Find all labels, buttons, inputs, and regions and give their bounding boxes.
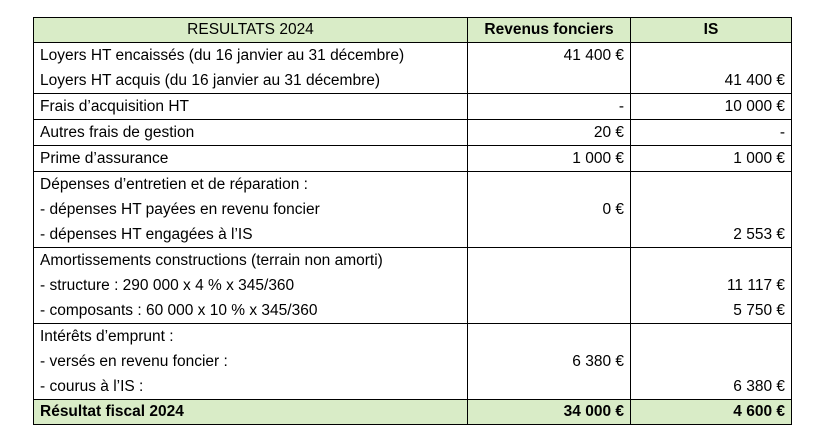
total-label: Résultat fiscal 2024 (34, 400, 468, 425)
is-cell (631, 43, 792, 94)
is-cell-line: 41 400 € (724, 72, 785, 89)
header-is: IS (631, 18, 792, 43)
is-cell-line (637, 197, 785, 222)
is-cell-line: 6 380 € (733, 378, 785, 395)
row-label-line: - dépenses HT payées en revenu foncier (40, 201, 320, 218)
table-row (34, 248, 792, 324)
header-results: RESULTATS 2024 (34, 18, 468, 43)
table-body (34, 43, 792, 400)
table-row (34, 43, 792, 94)
header-revenus-fonciers: Revenus fonciers (468, 18, 631, 43)
row-label-line: Frais d’acquisition HT (40, 98, 190, 115)
is-cell-line (637, 324, 785, 349)
revenus-fonciers-cell-line: 6 380 € (572, 353, 624, 370)
is-cell (631, 120, 792, 146)
revenus-fonciers-cell (468, 94, 631, 120)
revenus-fonciers-cell-line: 1 000 € (572, 150, 624, 167)
is-cell (631, 172, 792, 248)
is-cell-line (637, 43, 785, 68)
revenus-fonciers-cell-line (474, 273, 624, 298)
is-cell (631, 248, 792, 324)
row-label (34, 146, 468, 172)
row-label-line: Loyers HT acquis (du 16 janvier au 31 décembre) (40, 72, 381, 89)
table-row (34, 94, 792, 120)
row-label (34, 43, 468, 94)
revenus-fonciers-cell-line: 0 € (602, 201, 624, 218)
row-label (34, 248, 468, 324)
row-label-line: Amortissements constructions (terrain non amorti) (40, 252, 383, 269)
is-cell-line: - (779, 124, 785, 141)
row-label (34, 94, 468, 120)
is-cell-line: 1 000 € (733, 150, 785, 167)
revenus-fonciers-cell-line: 41 400 € (563, 47, 624, 64)
total-revenus-fonciers: 34 000 € (468, 400, 631, 425)
table-row (34, 324, 792, 400)
is-cell-line (637, 172, 785, 197)
is-cell-line (637, 248, 785, 273)
is-cell-line: 5 750 € (733, 302, 785, 319)
revenus-fonciers-cell-line (474, 248, 624, 273)
is-cell-line (637, 349, 785, 374)
table-row (34, 146, 792, 172)
row-label-line: - courus à l’IS : (40, 378, 144, 395)
revenus-fonciers-cell-line (474, 324, 624, 349)
revenus-fonciers-cell (468, 172, 631, 248)
revenus-fonciers-cell-line (474, 172, 624, 197)
revenus-fonciers-cell (468, 43, 631, 94)
row-label-line: Dépenses d’entretien et de réparation : (40, 176, 308, 193)
row-label (34, 120, 468, 146)
table-row (34, 120, 792, 146)
is-cell (631, 146, 792, 172)
row-label-line: - composants : 60 000 x 10 % x 345/360 (40, 302, 318, 319)
row-label-line: - versés en revenu foncier : (40, 353, 228, 370)
row-label-line: - structure : 290 000 x 4 % x 345/360 (40, 277, 295, 294)
table-row (34, 172, 792, 248)
row-label-line: Prime d’assurance (40, 150, 169, 167)
row-label-line: Intérêts d’emprunt : (40, 328, 174, 345)
revenus-fonciers-cell (468, 324, 631, 400)
is-cell-line: 11 117 € (726, 277, 785, 294)
revenus-fonciers-cell-line (474, 222, 624, 247)
revenus-fonciers-cell (468, 248, 631, 324)
row-label (34, 172, 468, 248)
is-cell-line: 10 000 € (724, 98, 785, 115)
revenus-fonciers-cell-line (474, 374, 624, 399)
revenus-fonciers-cell-line: - (618, 98, 624, 115)
revenus-fonciers-cell (468, 146, 631, 172)
row-label-line: Loyers HT encaissés (du 16 janvier au 31 décembre) (40, 47, 405, 64)
total-is: 4 600 € (631, 400, 792, 425)
results-table (33, 17, 792, 425)
is-cell (631, 324, 792, 400)
revenus-fonciers-cell-line (474, 68, 624, 93)
row-label-line: Autres frais de gestion (40, 124, 195, 141)
row-label-line: - dépenses HT engagées à l’IS (40, 226, 253, 243)
total-row (34, 400, 792, 425)
revenus-fonciers-cell-line (474, 298, 624, 323)
revenus-fonciers-cell (468, 120, 631, 146)
is-cell (631, 94, 792, 120)
header-row (34, 18, 792, 43)
row-label (34, 324, 468, 400)
revenus-fonciers-cell-line: 20 € (593, 124, 624, 141)
is-cell-line: 2 553 € (733, 226, 785, 243)
